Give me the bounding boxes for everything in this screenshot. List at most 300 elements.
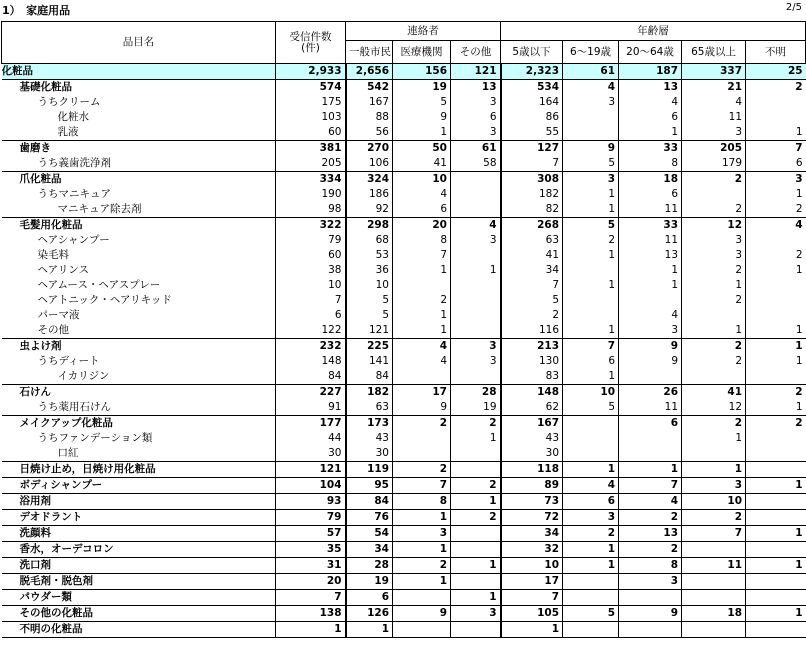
cell-value: 3 xyxy=(746,172,806,188)
cell-value: 3 xyxy=(451,339,501,355)
cell-value: 3 xyxy=(563,172,619,188)
cell-value: 1 xyxy=(563,202,619,218)
cell-value: 2 xyxy=(682,172,746,188)
cell-value: 2 xyxy=(451,478,501,494)
cell-value: 6 xyxy=(619,110,682,125)
cell-value: 8 xyxy=(393,233,451,248)
cell-value: 43 xyxy=(346,431,393,446)
table-row xyxy=(2,400,806,416)
cell-value xyxy=(746,110,806,125)
cell-value xyxy=(682,369,746,385)
cell-value: 5 xyxy=(563,218,619,234)
cell-value: 130 xyxy=(501,354,563,369)
cell-value: 50 xyxy=(393,141,451,157)
table-row xyxy=(2,462,806,478)
cell-value: 1 xyxy=(563,542,619,558)
cell-value xyxy=(451,369,501,385)
cell-value xyxy=(451,172,501,188)
age-group-header: 年齢層 xyxy=(501,22,806,41)
cell-value: 6 xyxy=(619,187,682,202)
cell-value: 3 xyxy=(619,574,682,590)
row-label: 洗口剤 xyxy=(2,558,276,574)
cell-value xyxy=(451,187,501,202)
cell-value xyxy=(682,187,746,202)
cell-value: 1 xyxy=(563,248,619,263)
cell-value: 11 xyxy=(682,110,746,125)
cell-value: 4 xyxy=(393,187,451,202)
row-label: うちクリーム xyxy=(37,96,101,109)
table-row xyxy=(2,622,806,638)
cell-value xyxy=(619,446,682,462)
table-row xyxy=(2,141,806,157)
row-label: ボディシャンプー xyxy=(2,478,276,494)
cell-value: 7 xyxy=(501,590,563,606)
row-label: ヘアリンス xyxy=(37,264,89,277)
row-label: 口紅 xyxy=(57,447,79,460)
cell-value: 119 xyxy=(346,462,393,478)
cell-value: 86 xyxy=(501,110,563,125)
cell-value: 324 xyxy=(346,172,393,188)
row-label: 浴用剤 xyxy=(2,494,276,510)
cell-value: 41 xyxy=(682,385,746,401)
col-header: 20～64歳 xyxy=(619,41,682,64)
cell-value xyxy=(393,369,451,385)
cell-value xyxy=(682,574,746,590)
cell-value xyxy=(451,248,501,263)
cell-value xyxy=(563,263,619,278)
cell-value: 79 xyxy=(276,510,346,526)
row-label: デオドラント xyxy=(2,510,276,526)
cell-value: 84 xyxy=(276,369,346,385)
cell-value: 2 xyxy=(393,558,451,574)
cell-value: 2,933 xyxy=(276,64,346,80)
row-label: うち義歯洗浄剤 xyxy=(37,157,111,170)
cell-value: 1 xyxy=(393,125,451,141)
cell-value: 7 xyxy=(619,478,682,494)
cell-value: 1 xyxy=(746,478,806,494)
cell-value: 19 xyxy=(451,400,501,416)
table-row xyxy=(2,248,806,263)
cell-value: 35 xyxy=(276,542,346,558)
row-label: イカリジン xyxy=(57,370,110,383)
cell-value: 381 xyxy=(276,141,346,157)
row-label: うちファンデーション類 xyxy=(37,432,153,445)
cell-value: 3 xyxy=(451,95,501,110)
cell-value: 9 xyxy=(619,339,682,355)
cell-value xyxy=(746,622,806,638)
cell-value: 126 xyxy=(346,606,393,622)
cell-value: 6 xyxy=(563,354,619,369)
cell-value: 1 xyxy=(563,369,619,385)
cell-value xyxy=(451,622,501,638)
cell-value: 104 xyxy=(276,478,346,494)
cell-value: 6 xyxy=(346,590,393,606)
cell-value: 2 xyxy=(682,263,746,278)
cell-value: 5 xyxy=(563,156,619,172)
row-label: 虫よけ剤 xyxy=(2,339,276,355)
cell-value: 73 xyxy=(501,494,563,510)
cell-value: 25 xyxy=(746,64,806,80)
cell-value: 2,323 xyxy=(501,64,563,80)
table-row xyxy=(2,64,806,80)
table-row xyxy=(2,446,806,462)
cell-value xyxy=(451,542,501,558)
cell-value: 1 xyxy=(451,263,501,278)
row-label: うちディート xyxy=(37,355,100,368)
cell-value xyxy=(619,590,682,606)
cell-value: 175 xyxy=(276,95,346,110)
cell-value: 84 xyxy=(346,369,393,385)
cell-value: 5 xyxy=(501,293,563,308)
cell-value: 1 xyxy=(682,431,746,446)
cell-value: 21 xyxy=(682,80,746,96)
cell-value: 1 xyxy=(501,622,563,638)
cell-value: 1 xyxy=(346,622,393,638)
cell-value: 5 xyxy=(346,308,393,323)
row-label: パウダー類 xyxy=(2,590,276,606)
cell-value: 121 xyxy=(451,64,501,80)
cell-value: 4 xyxy=(393,354,451,369)
cell-value: 2 xyxy=(682,339,746,355)
col-header: その他 xyxy=(451,41,501,64)
cell-value: 5 xyxy=(563,400,619,416)
cell-value xyxy=(393,622,451,638)
cell-value xyxy=(451,446,501,462)
cell-value xyxy=(393,590,451,606)
cell-value xyxy=(619,431,682,446)
table-row xyxy=(2,416,806,432)
table-row xyxy=(2,95,806,110)
cell-value: 8 xyxy=(619,156,682,172)
cell-value: 98 xyxy=(276,202,346,218)
cell-value: 36 xyxy=(346,263,393,278)
cell-value: 91 xyxy=(276,400,346,416)
cell-value: 28 xyxy=(346,558,393,574)
cell-value: 1 xyxy=(563,187,619,202)
cell-value: 205 xyxy=(276,156,346,172)
table-row xyxy=(2,278,806,293)
cell-value: 9 xyxy=(393,400,451,416)
cell-value: 270 xyxy=(346,141,393,157)
cell-value: 13 xyxy=(619,248,682,263)
cell-value: 7 xyxy=(276,293,346,308)
cell-value: 1 xyxy=(746,125,806,141)
cell-value: 3 xyxy=(682,125,746,141)
cell-value: 268 xyxy=(501,218,563,234)
cell-value xyxy=(563,293,619,308)
cell-value: 213 xyxy=(501,339,563,355)
cell-value: 1 xyxy=(619,462,682,478)
row-label: うち薬用石けん xyxy=(37,401,111,414)
col-header: 医療機関 xyxy=(393,41,451,64)
cell-value: 6 xyxy=(276,308,346,323)
cell-value: 92 xyxy=(346,202,393,218)
cell-value: 2 xyxy=(746,202,806,218)
cell-value xyxy=(746,278,806,293)
cell-value: 83 xyxy=(501,369,563,385)
cell-value: 3 xyxy=(451,233,501,248)
cell-value: 1 xyxy=(746,558,806,574)
cell-value xyxy=(563,416,619,432)
cell-value: 6 xyxy=(393,202,451,218)
cell-value: 141 xyxy=(346,354,393,369)
cell-value: 6 xyxy=(563,494,619,510)
cell-value xyxy=(746,308,806,323)
cell-value: 1 xyxy=(393,323,451,339)
cell-value: 10 xyxy=(501,558,563,574)
cell-value: 5 xyxy=(346,293,393,308)
cell-value: 11 xyxy=(619,233,682,248)
cell-value: 186 xyxy=(346,187,393,202)
cell-value: 34 xyxy=(501,263,563,278)
cell-value: 84 xyxy=(346,494,393,510)
cell-value: 1 xyxy=(682,278,746,293)
cell-value: 34 xyxy=(346,542,393,558)
cell-value: 173 xyxy=(346,416,393,432)
cell-value xyxy=(563,446,619,462)
cell-value: 28 xyxy=(451,385,501,401)
cell-value: 11 xyxy=(619,202,682,218)
cell-value: 1 xyxy=(451,494,501,510)
cell-value: 62 xyxy=(501,400,563,416)
cell-value: 138 xyxy=(276,606,346,622)
table-row xyxy=(2,385,806,401)
row-label: その他 xyxy=(37,324,69,337)
cell-value: 9 xyxy=(393,110,451,125)
cell-value xyxy=(451,293,501,308)
row-label: 歯磨き xyxy=(2,141,276,157)
cell-value: 19 xyxy=(346,574,393,590)
cell-value: 2 xyxy=(393,293,451,308)
cell-value: 182 xyxy=(501,187,563,202)
cell-value: 1 xyxy=(682,323,746,339)
cell-value: 1 xyxy=(451,431,501,446)
cell-value: 10 xyxy=(682,494,746,510)
cell-value: 55 xyxy=(501,125,563,141)
cell-value: 187 xyxy=(619,64,682,80)
row-label: 石けん xyxy=(2,385,276,401)
cell-value xyxy=(619,369,682,385)
table-row xyxy=(2,323,806,339)
cell-value: 1 xyxy=(746,400,806,416)
cell-value: 1 xyxy=(746,323,806,339)
cell-value: 105 xyxy=(501,606,563,622)
cell-value: 205 xyxy=(682,141,746,157)
cell-value: 4 xyxy=(619,308,682,323)
cell-value: 167 xyxy=(501,416,563,432)
cell-value: 1 xyxy=(746,606,806,622)
cell-value: 4 xyxy=(682,95,746,110)
cell-value xyxy=(682,308,746,323)
cell-value xyxy=(451,462,501,478)
cell-value: 2 xyxy=(746,248,806,263)
table-row xyxy=(2,293,806,308)
cell-value: 3 xyxy=(451,125,501,141)
item-name-header: 品目名 xyxy=(2,22,276,64)
row-label: 毛髪用化粧品 xyxy=(2,218,276,234)
cell-value xyxy=(682,446,746,462)
cell-value: 9 xyxy=(563,141,619,157)
cell-value: 3 xyxy=(451,606,501,622)
cell-value: 11 xyxy=(619,400,682,416)
table-row xyxy=(2,263,806,278)
contact-header: 連絡者 xyxy=(346,22,501,41)
cell-value xyxy=(563,590,619,606)
cell-value: 54 xyxy=(346,526,393,542)
cell-value: 10 xyxy=(563,385,619,401)
cell-value: 1 xyxy=(619,278,682,293)
cell-value: 44 xyxy=(276,431,346,446)
received-count-header: 受信件数 (件) xyxy=(276,22,346,64)
cell-value: 82 xyxy=(501,202,563,218)
cell-value: 6 xyxy=(746,156,806,172)
cell-value: 2 xyxy=(563,233,619,248)
cell-value: 4 xyxy=(619,494,682,510)
cell-value xyxy=(563,431,619,446)
table-row xyxy=(2,558,806,574)
cell-value: 41 xyxy=(501,248,563,263)
table-row xyxy=(2,156,806,172)
cell-value: 6 xyxy=(619,416,682,432)
cell-value xyxy=(746,574,806,590)
cell-value: 12 xyxy=(682,218,746,234)
cell-value: 116 xyxy=(501,323,563,339)
table-row xyxy=(2,202,806,218)
cell-value xyxy=(746,446,806,462)
cell-value: 7 xyxy=(501,278,563,293)
cell-value: 3 xyxy=(393,526,451,542)
cell-value: 164 xyxy=(501,95,563,110)
cell-value: 4 xyxy=(451,218,501,234)
cell-value: 2,656 xyxy=(346,64,393,80)
cell-value xyxy=(746,590,806,606)
cell-value xyxy=(746,494,806,510)
cell-value xyxy=(682,590,746,606)
cell-value: 118 xyxy=(501,462,563,478)
cell-value: 17 xyxy=(501,574,563,590)
cell-value: 2 xyxy=(563,526,619,542)
cell-value: 2 xyxy=(451,416,501,432)
cell-value xyxy=(451,323,501,339)
col-header: 65歳以上 xyxy=(682,41,746,64)
cell-value: 60 xyxy=(276,248,346,263)
cell-value: 30 xyxy=(346,446,393,462)
cell-value: 1 xyxy=(393,510,451,526)
row-label: うちマニキュア xyxy=(37,188,111,201)
cell-value: 4 xyxy=(746,218,806,234)
table-row xyxy=(2,80,806,96)
cell-value: 1 xyxy=(393,542,451,558)
row-label: パーマ液 xyxy=(37,309,80,322)
cell-value: 122 xyxy=(276,323,346,339)
cell-value: 2 xyxy=(746,80,806,96)
cell-value: 9 xyxy=(619,606,682,622)
cell-value: 2 xyxy=(746,416,806,432)
cell-value xyxy=(682,622,746,638)
cell-value xyxy=(746,95,806,110)
cell-value xyxy=(563,622,619,638)
cell-value: 79 xyxy=(276,233,346,248)
cell-value: 2 xyxy=(746,385,806,401)
cell-value: 5 xyxy=(563,606,619,622)
cell-value: 322 xyxy=(276,218,346,234)
cell-value: 1 xyxy=(619,263,682,278)
cell-value: 7 xyxy=(563,339,619,355)
cell-value: 7 xyxy=(501,156,563,172)
cell-value: 2 xyxy=(501,308,563,323)
table-row xyxy=(2,574,806,590)
cell-value: 5 xyxy=(393,95,451,110)
cell-value xyxy=(682,542,746,558)
cell-value xyxy=(563,125,619,141)
cell-value: 1 xyxy=(746,339,806,355)
cell-value: 1 xyxy=(276,622,346,638)
cell-value: 1 xyxy=(619,125,682,141)
cell-value xyxy=(563,574,619,590)
cell-value: 8 xyxy=(619,558,682,574)
cell-value: 18 xyxy=(682,606,746,622)
cell-value: 182 xyxy=(346,385,393,401)
cell-value: 43 xyxy=(501,431,563,446)
cell-value xyxy=(746,293,806,308)
row-label: 乳液 xyxy=(57,126,79,139)
cell-value: 334 xyxy=(276,172,346,188)
cell-value: 121 xyxy=(346,323,393,339)
cell-value: 38 xyxy=(276,263,346,278)
cell-value: 1 xyxy=(451,558,501,574)
cell-value: 7 xyxy=(393,478,451,494)
row-label: ヘアシャンプー xyxy=(37,234,110,247)
cell-value: 20 xyxy=(393,218,451,234)
cell-value: 2 xyxy=(682,202,746,218)
table-row xyxy=(2,590,806,606)
cell-value: 31 xyxy=(276,558,346,574)
cell-value: 26 xyxy=(619,385,682,401)
cell-value: 8 xyxy=(393,494,451,510)
cell-value: 1 xyxy=(746,263,806,278)
cell-value: 4 xyxy=(563,80,619,96)
cell-value: 30 xyxy=(276,446,346,462)
cell-value: 53 xyxy=(346,248,393,263)
cell-value: 2 xyxy=(393,416,451,432)
cell-value: 10 xyxy=(346,278,393,293)
cell-value: 93 xyxy=(276,494,346,510)
cell-value: 1 xyxy=(746,526,806,542)
table-body xyxy=(2,64,806,638)
cell-value: 7 xyxy=(682,526,746,542)
cell-value: 10 xyxy=(393,172,451,188)
row-label: 不明の化粧品 xyxy=(2,622,276,638)
table-row xyxy=(2,354,806,369)
cell-value: 127 xyxy=(501,141,563,157)
cell-value: 13 xyxy=(451,80,501,96)
cell-value: 10 xyxy=(276,278,346,293)
row-label: ヘアトニック・ヘアリキッド xyxy=(37,294,172,307)
cell-value: 2 xyxy=(682,293,746,308)
table-row xyxy=(2,369,806,385)
table-row xyxy=(2,308,806,323)
row-label: 香水，オーデコロン xyxy=(2,542,276,558)
cell-value: 225 xyxy=(346,339,393,355)
table-row xyxy=(2,510,806,526)
cell-value: 9 xyxy=(393,606,451,622)
cell-value: 3 xyxy=(563,510,619,526)
cell-value xyxy=(393,278,451,293)
cell-value xyxy=(451,202,501,218)
table-row xyxy=(2,526,806,542)
col-header: 不明 xyxy=(746,41,806,64)
cell-value xyxy=(746,510,806,526)
